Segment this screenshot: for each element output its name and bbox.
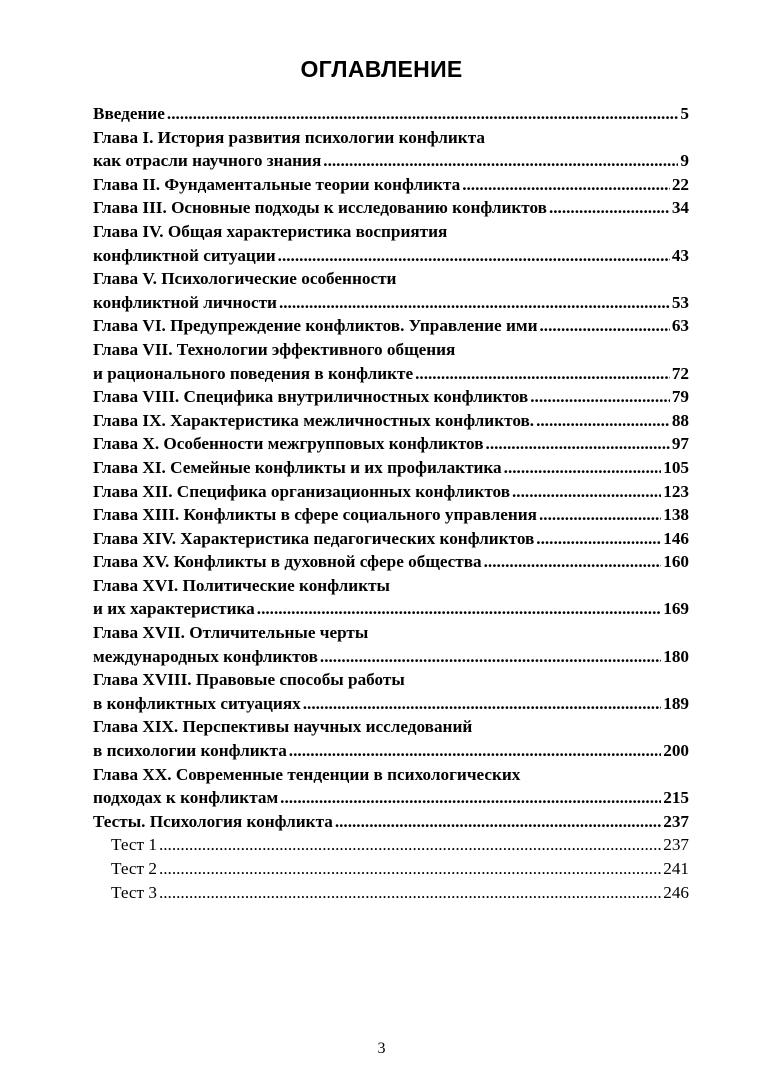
toc-line	[93, 456, 689, 480]
toc-line	[93, 881, 689, 905]
toc-entry[interactable]	[93, 480, 689, 504]
toc-entry-title: Глава IV. Общая характеристика восприятия	[93, 221, 448, 241]
toc-entry[interactable]	[93, 668, 689, 715]
toc-entry-page: 160	[663, 552, 689, 572]
dot-leader	[320, 645, 661, 669]
toc-line	[93, 362, 689, 386]
toc-entry[interactable]	[93, 432, 689, 456]
toc-entry-page: 237	[663, 835, 689, 855]
toc-entry[interactable]	[93, 857, 689, 881]
toc-entry[interactable]	[93, 833, 689, 857]
toc-entry-page: 138	[663, 505, 689, 525]
page-number: 3	[377, 1040, 386, 1057]
toc-entry[interactable]	[93, 338, 689, 385]
dot-leader	[462, 173, 670, 197]
toc-line	[93, 385, 689, 409]
toc-entry-title: Тесты. Психология конфликта	[93, 811, 333, 831]
toc-entry-page: 22	[671, 174, 689, 194]
toc-entry-page: 105	[663, 457, 689, 477]
toc-entry-page: 63	[671, 316, 689, 336]
toc-line	[93, 668, 689, 692]
toc-entry[interactable]	[93, 102, 689, 126]
toc-line	[93, 597, 689, 621]
toc-entry-title: в конфликтных ситуациях	[93, 693, 301, 713]
toc-line	[93, 314, 689, 338]
toc-entry-title: в психологии конфликта	[93, 741, 287, 761]
toc-entry[interactable]	[93, 409, 689, 433]
toc-entry-page: 169	[663, 599, 689, 619]
toc-entry-page: 88	[671, 410, 689, 430]
toc-entry-title: Глава XVI. Политические конфликты	[93, 575, 390, 595]
toc-entry-title: Глава XIII. Конфликты в сфере социального управления	[93, 505, 537, 525]
toc-entry-title: Глава XII. Специфика организационных конфликтов	[93, 481, 510, 501]
toc-entry-title: Глава XIV. Характеристика педагогических конфликтов	[93, 528, 535, 548]
toc-entry-title: Глава XVIII. Правовые способы работы	[93, 670, 405, 690]
toc-entry[interactable]	[93, 126, 689, 173]
toc-entry-title: Глава VIII. Специфика внутриличностных конфликтов	[93, 387, 529, 407]
toc-entry-title: Глава II. Фундаментальные теории конфликта	[93, 174, 461, 194]
dot-leader	[279, 291, 670, 315]
toc-line	[93, 621, 689, 645]
toc-entry-page: 123	[663, 481, 689, 501]
toc-line	[93, 126, 689, 150]
toc-entry-title: конфликтной ситуации	[93, 245, 276, 265]
toc-entry-page: 215	[663, 788, 689, 808]
toc-entry-page: 79	[671, 387, 689, 407]
toc-entry-title: Глава XIX. Перспективы научных исследований	[93, 717, 473, 737]
toc-line	[93, 220, 689, 244]
toc-entry-title: Глава V. Психологические особенности	[93, 269, 397, 289]
toc-line	[93, 338, 689, 362]
toc-entry[interactable]	[93, 220, 689, 267]
dot-leader	[536, 527, 661, 551]
toc-entry-page: 97	[671, 434, 689, 454]
toc-entry-page: 246	[663, 882, 689, 902]
dot-leader	[323, 149, 678, 173]
toc-entry-title: и рационального поведения в конфликте	[93, 363, 414, 383]
toc-entry-title: Введение	[93, 104, 165, 123]
dot-leader	[512, 480, 661, 504]
toc-entry-title: как отрасли научного знания	[93, 151, 322, 171]
toc-entry-page: 43	[671, 245, 689, 265]
dot-leader	[536, 409, 670, 433]
toc-entry[interactable]	[93, 385, 689, 409]
toc-entry[interactable]	[93, 527, 689, 551]
toc-entry-title: Глава XI. Семейные конфликты и их профилактика	[93, 457, 502, 477]
toc-line	[93, 173, 689, 197]
toc-entry[interactable]	[93, 881, 689, 905]
toc-entry-page: 146	[663, 528, 689, 548]
toc-line	[93, 267, 689, 291]
toc-entry-title: конфликтной личности	[93, 292, 277, 312]
toc-entry[interactable]	[93, 621, 689, 668]
toc-entry[interactable]	[93, 574, 689, 621]
dot-leader	[159, 857, 661, 881]
dot-leader	[278, 244, 670, 268]
toc-entry-title: Глава IX. Характеристика межличностных конфликтов.	[93, 410, 535, 430]
toc-entry-page: 237	[663, 811, 689, 831]
toc-entry[interactable]	[93, 503, 689, 527]
dot-leader	[303, 692, 661, 716]
toc-entry-title: Глава III. Основные подходы к исследованию конфликтов	[93, 198, 547, 218]
toc-entry-title: Глава XVII. Отличительные черты	[93, 623, 369, 643]
table-of-contents	[93, 102, 689, 904]
toc-entry[interactable]	[93, 715, 689, 762]
toc-line	[93, 810, 689, 834]
toc-entry[interactable]	[93, 456, 689, 480]
dot-leader	[159, 833, 661, 857]
dot-leader	[335, 810, 661, 834]
toc-entry-title: Глава XV. Конфликты в духовной сфере общества	[93, 552, 482, 572]
dot-leader	[257, 597, 661, 621]
toc-line	[93, 739, 689, 763]
toc-entry-title: Тест 2	[111, 859, 157, 878]
toc-line	[93, 102, 689, 126]
toc-entry-page: 5	[680, 104, 689, 123]
toc-entry[interactable]	[93, 763, 689, 810]
toc-entry-page: 189	[663, 693, 689, 713]
toc-entry-page: 72	[671, 363, 689, 383]
page-title: ОГЛАВЛЕНИЕ	[300, 56, 463, 82]
toc-entry[interactable]	[93, 550, 689, 574]
toc-line	[93, 786, 689, 810]
dot-leader	[289, 739, 661, 763]
toc-entry-title: Глава XX. Современные тенденции в психологических	[93, 764, 521, 784]
toc-line	[93, 291, 689, 315]
toc-line	[93, 432, 689, 456]
toc-entry-title: Глава X. Особенности межгрупповых конфликтов	[93, 434, 484, 454]
toc-entry-title: и их характеристика	[93, 599, 255, 619]
toc-line	[93, 244, 689, 268]
toc-line	[93, 149, 689, 173]
toc-entry-page: 34	[671, 198, 689, 218]
toc-entry-page: 53	[671, 292, 689, 312]
toc-entry[interactable]	[93, 173, 689, 197]
toc-entry-page: 241	[663, 859, 689, 878]
toc-line	[93, 763, 689, 787]
toc-line	[93, 857, 689, 881]
toc-entry[interactable]	[93, 196, 689, 220]
toc-entry[interactable]	[93, 267, 689, 314]
toc-line	[93, 645, 689, 669]
toc-line	[93, 833, 689, 857]
toc-entry-page: 9	[680, 151, 689, 171]
toc-entry-title: Тест 1	[111, 835, 157, 855]
dot-leader	[280, 786, 661, 810]
dot-leader	[530, 385, 670, 409]
toc-entry-title: Глава I. История развития психологии конфликта	[93, 127, 485, 147]
toc-line	[93, 574, 689, 598]
dot-leader	[539, 503, 661, 527]
toc-entry-title: подходах к конфликтам	[93, 788, 279, 808]
toc-entry-page: 180	[663, 646, 689, 666]
dot-leader	[159, 881, 661, 905]
toc-line	[93, 196, 689, 220]
toc-entry-title: Глава VI. Предупреждение конфликтов. Управление ими	[93, 316, 538, 336]
toc-entry[interactable]	[93, 314, 689, 338]
toc-entry-page: 200	[663, 741, 689, 761]
dot-leader	[415, 362, 670, 386]
toc-line	[93, 715, 689, 739]
dot-leader	[549, 196, 670, 220]
toc-entry[interactable]	[93, 810, 689, 834]
dot-leader	[484, 550, 662, 574]
dot-leader	[167, 102, 679, 126]
toc-line	[93, 527, 689, 551]
toc-line	[93, 550, 689, 574]
dot-leader	[504, 456, 662, 480]
toc-entry-title: международных конфликтов	[93, 646, 318, 666]
toc-line	[93, 409, 689, 433]
toc-line	[93, 480, 689, 504]
dot-leader	[540, 314, 670, 338]
toc-entry-title: Тест 3	[111, 882, 157, 902]
toc-line	[93, 503, 689, 527]
toc-entry-title: Глава VII. Технологии эффективного общения	[93, 339, 456, 359]
dot-leader	[486, 432, 670, 456]
toc-line	[93, 692, 689, 716]
